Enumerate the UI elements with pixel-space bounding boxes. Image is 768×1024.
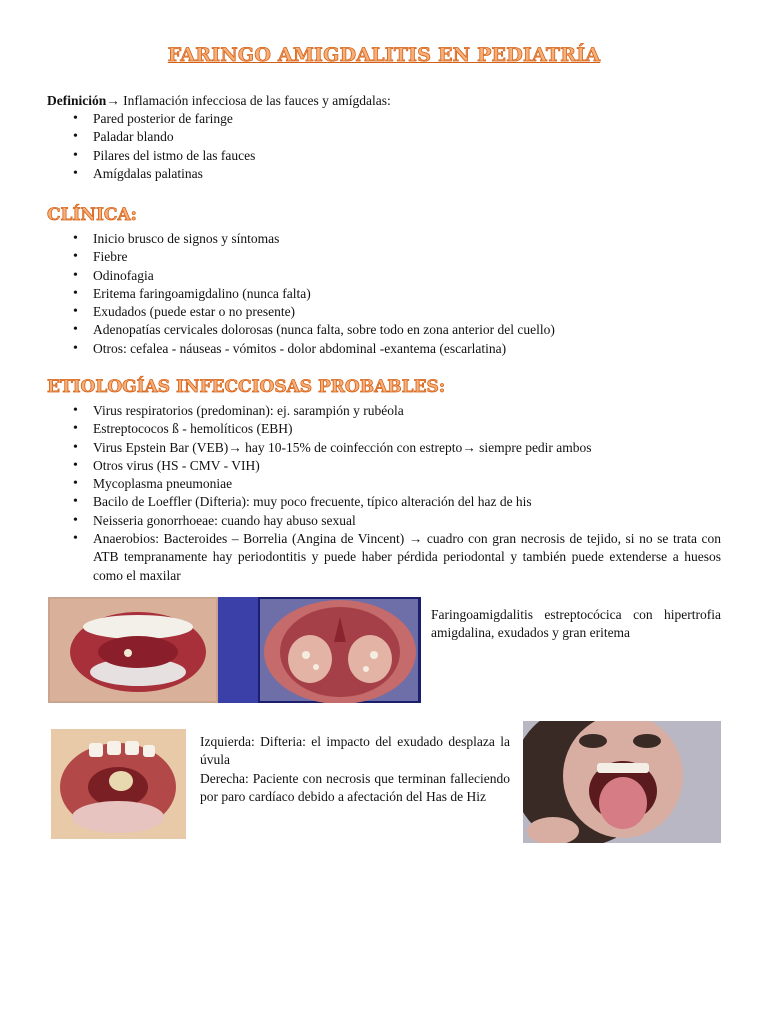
- strep-throat-photo: [48, 597, 421, 703]
- definition-text: Inflamación infecciosa de las fauces y amígdalas:: [119, 93, 391, 108]
- page-title: FARINGO AMIGDALITIS EN PEDIATRÍA: [167, 44, 601, 66]
- clinica-heading: CLÍNICA:: [47, 205, 137, 225]
- figure1-caption: Faringoamigdalitis estreptocócica con hipertrofia amigdalina, exudados y gran eritema: [431, 607, 721, 641]
- list-item: • Inicio brusco de signos y síntomas: [47, 230, 555, 248]
- list-item: • Fiebre: [47, 248, 555, 266]
- list-item: • Amígdalas palatinas: [47, 165, 255, 183]
- list-item: • Virus Epstein Bar (VEB)→ hay 10-15% de coinfección con estrepto→ siempre pedir ambos: [47, 439, 721, 457]
- figure2-caption-left: Izquierda: Difteria: el impacto del exudado desplaza la úvula: [200, 734, 510, 768]
- list-item: • Bacilo de Loeffler (Difteria): muy poco frecuente, típico alteración del haz de his: [47, 493, 721, 511]
- list-item: • Otros: cefalea - náuseas - vómitos - dolor abdominal -exantema (escarlatina): [47, 340, 555, 358]
- list-item: • Neisseria gonorrhoeae: cuando hay abuso sexual: [47, 512, 721, 530]
- list-item: • Virus respiratorios (predominan): ej. sarampión y rubéola: [47, 402, 721, 420]
- list-item: • Odinofagia: [47, 267, 555, 285]
- child-tongue-photo: [523, 721, 721, 843]
- diphtheria-photo: [51, 729, 186, 839]
- clinica-list: [47, 230, 555, 358]
- list-item: • Exudados (puede estar o no presente): [47, 303, 555, 321]
- figure2-caption: [200, 733, 510, 806]
- list-item: • Paladar blando: [47, 128, 255, 146]
- definition-label: Definición: [47, 93, 107, 108]
- list-item: • Eritema faringoamigdalino (nunca falta): [47, 285, 555, 303]
- etiologias-heading: ETIOLOGÍAS INFECCIOSAS PROBABLES:: [47, 377, 446, 397]
- definition-list: [47, 110, 255, 183]
- figure2-caption-right: Derecha: Paciente con necrosis que terminan falleciendo por paro cardíaco debido a afectación del Has de Hiz: [200, 770, 510, 804]
- list-item: • Pilares del istmo de las fauces: [47, 147, 255, 165]
- list-item: • Anaerobios: Bacteroides – Borrelia (Angina de Vincent) → cuadro con gran necrosis de tejido, si no se trata con ATB tempranamente hay periodontitis y puede haber pérdida periodontal y también puede extenderse a huesos como el maxilar: [47, 530, 721, 585]
- list-item: • Pared posterior de faringe: [47, 110, 255, 128]
- definition-line: [47, 92, 391, 110]
- list-item: • Otros virus (HS - CMV - VIH): [47, 457, 721, 475]
- list-item: • Estreptococos ß - hemolíticos (EBH): [47, 420, 721, 438]
- list-item: • Mycoplasma pneumoniae: [47, 475, 721, 493]
- definition-arrow: →: [106, 93, 120, 108]
- etiologias-list: [47, 402, 721, 585]
- list-item: • Adenopatías cervicales dolorosas (nunca falta, sobre todo en zona anterior del cuello): [47, 321, 555, 339]
